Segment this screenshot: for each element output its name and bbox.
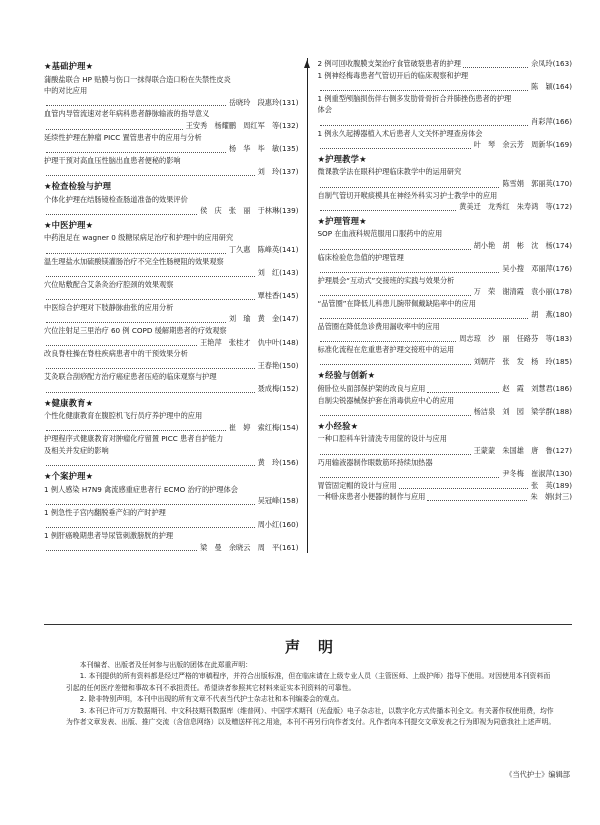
entry-page: (161)	[279, 542, 299, 552]
toc-entry[interactable]	[44, 256, 299, 279]
entry-title: 温生理盐水加硫酸镁灌肠治疗不完全性肠梗阻的效果观察	[44, 256, 224, 266]
entry-authors: 王安秀 杨耀鹏 周红军 等	[185, 120, 280, 130]
dot-leader	[463, 66, 528, 68]
dot-leader	[46, 464, 255, 466]
entry-title: 1 例人感染 H7N9 禽流感重症患者行 ECMO 治疗的护理体会	[44, 484, 238, 494]
entry-author-line	[44, 205, 299, 217]
toc-entry[interactable]	[44, 371, 299, 394]
dot-leader	[320, 271, 500, 273]
dot-leader	[320, 124, 529, 126]
section-divider	[44, 624, 572, 625]
entry-page: (158)	[279, 496, 299, 506]
entry-page: (178)	[552, 287, 572, 297]
toc-entry[interactable]	[318, 298, 573, 321]
entry-page: (131)	[279, 97, 299, 107]
entry-title: SOP 在血液科规范服用口服药中的应用	[317, 229, 443, 239]
dot-leader	[320, 248, 471, 250]
entry-authors: 吴冠峰	[257, 496, 280, 506]
entry-authors: 刘 红	[257, 268, 280, 278]
dot-leader	[320, 363, 471, 365]
entry-authors: 刘 瑜 黄 金	[228, 314, 280, 324]
toc-entry[interactable]	[318, 395, 573, 418]
entry-authors: 周小红	[257, 519, 280, 529]
entry-author-line	[44, 244, 299, 256]
entry-title: 护理干预对高血压性脑出血患者便秘的影响	[44, 155, 181, 165]
entry-author-line	[44, 383, 299, 395]
table-of-contents	[44, 58, 572, 553]
toc-entry[interactable]	[44, 348, 299, 371]
toc-entry[interactable]	[44, 279, 299, 302]
toc-entry[interactable]	[318, 457, 573, 480]
dot-leader	[427, 391, 499, 393]
entry-title: 艾灸联合刮痧配方治疗癌症患者压疮的临床观察与护理	[44, 372, 217, 382]
section-heading: ★护理教学★	[317, 153, 367, 164]
toc-entry[interactable]	[318, 70, 573, 93]
toc-entry[interactable]	[318, 128, 573, 151]
entry-author-line	[44, 313, 299, 325]
editorial-signature: 《当代护士》编辑部	[505, 770, 570, 779]
entry-page: (170)	[552, 178, 572, 188]
entry-authors: 梁 曼 余晓云 周 平	[200, 542, 280, 552]
entry-title: 中药泡足在 wagner 0 级糖尿病足治疗和护理中的应用研究	[44, 233, 234, 243]
entry-page: (135)	[279, 144, 299, 154]
dot-leader	[320, 147, 471, 149]
dot-leader	[46, 151, 226, 153]
entry-page: (145)	[279, 291, 299, 301]
entry-authors: 王春艳	[257, 360, 280, 370]
section-heading: ★健康教育★	[44, 397, 94, 408]
entry-author-line	[318, 263, 573, 275]
entry-author-line	[44, 97, 299, 109]
toc-entry[interactable]	[318, 344, 573, 367]
entry-page: (180)	[552, 310, 572, 320]
toc-entry[interactable]	[318, 275, 573, 298]
entry-page: (150)	[279, 360, 299, 370]
entry-page: (148)	[279, 337, 299, 347]
entry-title: 1 例肝癌晚期患者导尿管刺激膀胱的护理	[44, 531, 174, 541]
entry-authors: 吴小搜 邓丽萍	[502, 264, 553, 274]
entry-author-line	[318, 286, 573, 298]
dot-leader	[320, 453, 471, 455]
entry-page: (132)	[279, 120, 299, 130]
entry-title-cont: 体会	[317, 105, 332, 115]
entry-authors: 岳晓玲 段惠玲	[228, 97, 280, 107]
toc-entry[interactable]	[318, 383, 573, 395]
entry-title-cont: 中的对比应用	[44, 86, 88, 96]
dot-leader	[399, 487, 529, 489]
entry-author-line	[318, 309, 573, 321]
entry-title: 蒲酸盐联合 HP 贴膜与伤口一抹得联合造口粉在失禁性皮炎	[44, 74, 231, 84]
toc-entry[interactable]	[44, 74, 299, 109]
entry-page: (154)	[279, 422, 299, 432]
dot-leader	[320, 317, 529, 319]
entry-author-line	[318, 240, 573, 252]
entry-title: 穴位注射足三里治疗 60 例 COPD 缓解期患者的疗效观察	[44, 326, 227, 336]
entry-page: (188)	[552, 407, 572, 417]
entry-line	[318, 383, 573, 395]
entry-author-line	[44, 495, 299, 507]
entry-authors: 刘 玲	[257, 167, 280, 177]
entry-title: 一种卧床患者小便器的制作与应用	[317, 492, 426, 502]
toc-entry[interactable]	[44, 433, 299, 468]
entry-authors: 叶 琴 余云芳 周新华	[473, 140, 553, 150]
arrow-up-icon	[304, 60, 310, 68]
entry-title: 微课教学法在眼科护理临床教学中的运用研究	[317, 167, 462, 177]
dot-leader	[320, 209, 457, 211]
dot-leader	[46, 503, 255, 505]
section-heading: ★经验与创新★	[317, 370, 376, 381]
entry-authors: 周志琼 沙 丽 任路芬 等	[459, 333, 553, 343]
dot-leader	[46, 174, 255, 176]
toc-entry[interactable]	[318, 166, 573, 189]
entry-page: (186)	[552, 384, 572, 394]
entry-author-line	[318, 333, 573, 345]
toc-entry[interactable]	[44, 108, 299, 131]
entry-authors: 覃桂香	[257, 291, 280, 301]
statement-body	[66, 660, 556, 728]
entry-page: (160)	[279, 519, 299, 529]
entry-authors: 尹冬梅 崔淑萍	[502, 469, 553, 479]
entry-authors: 王蒙蒙 朱国雄 唐 鲁	[473, 446, 553, 455]
section-heading: ★护理管理★	[317, 215, 367, 226]
entry-title: 1 例永久起搏器植入术后患者人文关怀护理查房体会	[317, 128, 483, 138]
dot-leader	[46, 104, 226, 106]
entry-page: (143)	[279, 268, 299, 278]
entry-title: 中医综合护理对下肢静脉曲张的应用分析	[44, 302, 174, 312]
entry-page: (189)	[552, 480, 572, 490]
entry-authors: 朱 娟	[530, 492, 553, 502]
entry-page: (130)	[552, 469, 572, 479]
toc-right-column	[307, 58, 573, 553]
dot-leader	[320, 340, 457, 342]
entry-title: 俯卧位头面部保护架的改良与应用	[317, 384, 426, 394]
dot-leader	[46, 367, 255, 369]
entry-line	[318, 491, 573, 503]
entry-page: (164)	[552, 82, 572, 92]
entry-author-line	[44, 337, 299, 349]
entry-authors: 万 荣 谢清霞 袁小丽	[473, 287, 553, 297]
dot-leader	[46, 213, 197, 215]
dot-leader	[320, 186, 500, 188]
entry-authors: 刘朝芹 张 发 杨 玲	[473, 356, 553, 366]
entry-author-line	[44, 267, 299, 279]
entry-page: (封三)	[552, 492, 572, 502]
statement-intro: 本刊编者、出版者及任何参与出版的团体在此郑重声明：	[79, 661, 253, 669]
entry-author-line	[318, 178, 573, 190]
toc-entry[interactable]	[44, 325, 299, 348]
entry-title: 品管圈在降低急诊费用漏收率中的应用	[317, 322, 440, 332]
entry-authors: 肖彩萍	[531, 116, 553, 126]
dot-leader	[46, 298, 255, 300]
dot-leader	[46, 391, 255, 393]
toc-entry[interactable]	[318, 190, 573, 213]
entry-line	[318, 58, 573, 70]
entry-page: (127)	[552, 446, 572, 455]
entry-title-cont: 及相关并发症的影响	[44, 446, 109, 455]
entry-page: (183)	[552, 333, 572, 343]
entry-title: 1 例重型颅脑损伤伴右侧多发肋骨骨折合并肺挫伤患者的护理	[317, 93, 512, 103]
entry-title: 护理程序式健康教育对肿瘤化疗留置 PICC 患者自护能力	[44, 434, 224, 444]
entry-title: 2 例可回收腹膜支架治疗食管破裂患者的护理	[317, 59, 461, 68]
entry-authors: 侯 庆 张 丽 于林琳	[200, 206, 280, 216]
toc-entry[interactable]	[318, 228, 573, 251]
entry-author-line	[44, 519, 299, 531]
entry-authors: 赵 霞 刘慧君	[502, 384, 553, 394]
dot-leader	[46, 549, 197, 551]
entry-title: 改良脊柱操在脊柱疾病患者中的干预效果分析	[44, 349, 188, 359]
entry-author-line	[44, 457, 299, 469]
entry-author-line	[44, 290, 299, 302]
dot-leader	[46, 429, 226, 431]
dot-leader	[320, 89, 529, 91]
entry-page: (147)	[279, 314, 299, 324]
entry-authors: 张 英	[531, 480, 553, 490]
entry-author-line	[44, 120, 299, 132]
entry-title: 临床检验危急值的护理管理	[317, 252, 404, 262]
entry-page: (185)	[552, 356, 572, 366]
entry-authors: 陈雪娟 郭丽英	[502, 178, 553, 188]
entry-author-line	[318, 116, 573, 128]
entry-author-line	[44, 422, 299, 434]
toc-entry[interactable]	[44, 155, 299, 178]
entry-authors: 杨 华 毕 敏	[228, 144, 280, 154]
entry-page: (141)	[279, 244, 299, 254]
entry-authors: 黄 玲	[257, 457, 280, 467]
toc-entry[interactable]	[44, 507, 299, 530]
entry-author-line	[318, 468, 573, 480]
toc-entry[interactable]	[318, 252, 573, 275]
statement-item: 1. 本刊提供的所有资料都是经过严格的审稿程序，并符合出版标准，但在临床请在上级专业人员（主管医师、上级护师）指导下使用。对因使用本刊资料而引起的任何医疗差错和事故本刊不承担责任。希望读者参照其它材料来证实本刊资料的可靠性。	[66, 672, 551, 692]
entry-page: (166)	[552, 116, 572, 126]
statement-title: 声明	[284, 638, 351, 656]
entry-title: 自制尖锐器械保护套在消毒供应中心的应用	[317, 395, 455, 405]
entry-authors: 聂成梅	[257, 384, 280, 394]
entry-title: 自制气管切开喉痰模具在神经外科实习护士教学中的应用	[317, 190, 498, 200]
toc-entry[interactable]	[44, 484, 299, 507]
entry-authors: 胡 燕	[531, 310, 553, 320]
dot-leader	[427, 499, 527, 501]
dot-leader	[320, 414, 471, 416]
section-heading: ★个案护理★	[44, 471, 94, 482]
entry-authors: 陈 颖	[531, 82, 553, 92]
entry-page: (174)	[552, 240, 572, 250]
entry-title: 胃管固定帽的设计与应用	[317, 480, 397, 490]
entry-author-line	[44, 143, 299, 155]
section-heading: ★中医护理★	[44, 219, 94, 230]
toc-entry[interactable]	[44, 132, 299, 155]
toc-entry[interactable]	[44, 194, 299, 217]
toc-left-column	[44, 58, 307, 553]
entry-title: 穴位贴敷配合艾条灸治疗腔颈的效果观察	[44, 279, 174, 289]
dot-leader	[320, 476, 500, 478]
dot-leader	[46, 526, 255, 528]
dot-leader	[46, 252, 226, 254]
entry-page: (156)	[279, 457, 299, 467]
entry-title: 个性化健康教育在腹腔机飞行员疗养护理中的应用	[44, 411, 203, 421]
toc-entry[interactable]	[318, 58, 573, 70]
dot-leader	[46, 321, 226, 323]
entry-author-line	[44, 360, 299, 372]
entry-title: 一种口腔科车针清洗专用筐的设计与应用	[317, 434, 447, 444]
toc-entry[interactable]	[44, 410, 299, 433]
entry-title: 巧用输液器制作眼数筋环持续加热器	[317, 457, 433, 467]
entry-page: (172)	[552, 202, 572, 212]
dot-leader	[46, 128, 183, 130]
entry-title: “品管圈”在降低儿科患儿腕带佩戴缺陷率中的应用	[317, 298, 476, 308]
entry-title: 1 例神经梅毒患者气管切开后的临床观察和护理	[317, 70, 469, 80]
section-heading: ★检查检验与护理	[44, 180, 112, 191]
entry-authors: 丁久惠 陈峰英	[228, 244, 280, 254]
entry-author-line	[44, 542, 299, 554]
entry-authors: 崔 婷 索红梅	[228, 422, 280, 432]
entry-author-line	[318, 81, 573, 93]
dot-leader	[320, 294, 471, 296]
toc-entry[interactable]	[44, 530, 299, 553]
dot-leader	[46, 344, 197, 346]
entry-title: 1 例急性子宫内翻脱垂产妇的产时护理	[44, 507, 166, 517]
toc-entry[interactable]	[44, 232, 299, 255]
entry-author-line	[318, 356, 573, 368]
toc-entry[interactable]	[318, 480, 573, 492]
entry-title: 延续性护理在肿瘤 PICC 置管患者中的应用与分析	[44, 132, 202, 142]
entry-author-line	[318, 445, 573, 457]
entry-title: 个体化护理在结肠镜检查肠道准备的效果评价	[44, 194, 188, 204]
dot-leader	[46, 275, 255, 277]
entry-title: 血管内导管流速对老年病科患者静脉输液的指导意义	[44, 109, 210, 119]
entry-author-line	[318, 201, 573, 213]
entry-page: (139)	[279, 206, 299, 216]
entry-authors: 王艳萍 张桂才 仇中叶	[200, 337, 280, 347]
entry-page: (152)	[279, 384, 299, 394]
entry-authors: 杨洁泉 刘 园 梁学群	[473, 407, 553, 417]
entry-author-line	[44, 166, 299, 178]
entry-author-line	[318, 406, 573, 418]
statement-item: 2. 除非特别声明，本刊中出现的所有文章不代表当代护士杂志社和本刊编委会的观点。	[79, 695, 344, 704]
entry-page: (169)	[552, 140, 572, 150]
entry-page: (137)	[279, 167, 299, 177]
entry-title: 标准化流程在危重患者护理交接班中的运用	[317, 345, 455, 355]
toc-entry[interactable]	[44, 302, 299, 325]
entry-title: 护理晨会“互动式”交接班的实践与效果分析	[317, 275, 455, 285]
section-heading: ★基础护理★	[44, 61, 94, 71]
entry-authors: 佘凤玲	[531, 59, 553, 68]
toc-entry[interactable]	[318, 491, 573, 503]
entry-authors: 黄美迁 龙秀红 朱寿鸿 等	[459, 202, 553, 212]
section-heading: ★小经验★	[317, 420, 359, 431]
entry-author-line	[318, 139, 573, 151]
toc-entry[interactable]	[318, 433, 573, 456]
entry-authors: 胡小艳 胡 彬 沈 杨	[473, 240, 553, 250]
entry-page: (163)	[552, 59, 572, 68]
toc-entry[interactable]	[318, 321, 573, 344]
statement-item: 3. 本刊已许可万方数据期刊、中文科技期刊数据库（维普网）、中国学术期刊（光盘版）电子杂志社，以数字化方式传播本刊全文。有关著作权使用费，均作为作者文章发表、出版、推广交流（含信息网络）以及赠送样刊之用途，本刊不再另行向作者支付。凡作者向本刊提交文章发表之行为即视为同意我社上述声明。	[66, 706, 556, 727]
entry-page: (176)	[552, 264, 572, 274]
toc-entry[interactable]	[318, 93, 573, 128]
entry-line	[318, 480, 573, 492]
